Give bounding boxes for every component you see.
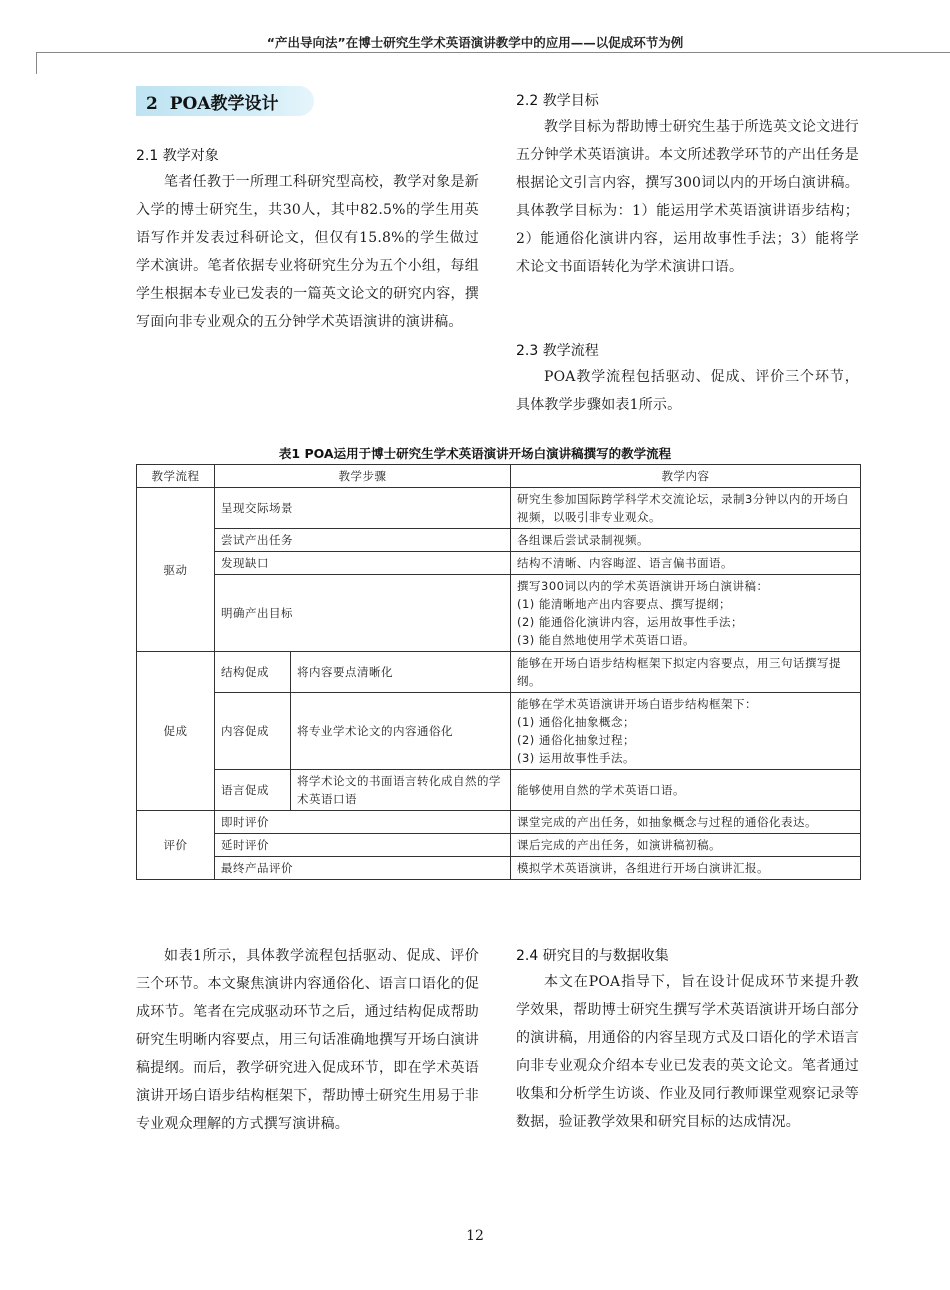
stage-evaluate: 评价 bbox=[137, 811, 215, 880]
content-cell: 课后完成的产出任务，如演讲稿初稿。 bbox=[511, 834, 861, 857]
content-line: (3) 能自然地使用学术英语口语。 bbox=[517, 633, 695, 647]
table-row bbox=[137, 693, 861, 770]
detail-cell: 将学术论文的书面语言转化成自然的学术英语口语 bbox=[291, 770, 511, 811]
content-cell: 模拟学术英语演讲，各组进行开场白演讲汇报。 bbox=[511, 857, 861, 880]
content-line: (3) 运用故事性手法。 bbox=[517, 751, 635, 765]
table-row bbox=[137, 575, 861, 652]
subsection-2-3-heading: 2.3 教学流程 bbox=[516, 343, 599, 359]
content-cell: 研究生参加国际跨学科学术交流论坛，录制3分钟以内的开场白视频，以吸引非专业观众。 bbox=[511, 488, 861, 529]
section-banner bbox=[136, 86, 314, 116]
content-line: 撰写300词以内的学术英语演讲开场白演讲稿： bbox=[517, 579, 769, 593]
subsection-2-4-heading: 2.4 研究目的与数据收集 bbox=[516, 948, 669, 964]
step-cell: 内容促成 bbox=[215, 693, 291, 770]
section-title-text: POA教学设计 bbox=[169, 94, 279, 114]
table-row bbox=[137, 770, 861, 811]
content-cell bbox=[511, 575, 861, 652]
content-line: (2) 通俗化抽象过程； bbox=[517, 733, 635, 747]
content-cell: 结构不清晰、内容晦涩、语言偏书面语。 bbox=[511, 552, 861, 575]
subsection-2-1-heading: 2.1 教学对象 bbox=[136, 148, 219, 164]
step-cell: 发现缺口 bbox=[215, 552, 511, 575]
step-cell: 延时评价 bbox=[215, 834, 511, 857]
header-step: 教学步骤 bbox=[215, 465, 511, 488]
detail-cell: 将专业学术论文的内容通俗化 bbox=[291, 693, 511, 770]
step-cell: 尝试产出任务 bbox=[215, 529, 511, 552]
paragraph-after-table: 如表1所示，具体教学流程包括驱动、促成、评价三个环节。本文聚焦演讲内容通俗化、语言口语化的促成环节。笔者在完成驱动环节之后，通过结构促成帮助研究生明晰内容要点，用三句话准确地撰写开场白演讲稿提纲。而后，教学研究进入促成环节，即在学术英语演讲开场白语步结构框架下，帮助博士研究生用易于非专业观众理解的方式撰写演讲稿。 bbox=[136, 948, 479, 1132]
step-cell: 呈现交际场景 bbox=[215, 488, 511, 529]
content-line: (2) 能通俗化演讲内容，运用故事性手法； bbox=[517, 615, 743, 629]
running-head: “产出导向法”在博士研究生学术英语演讲教学中的应用——以促成环节为例 bbox=[266, 35, 684, 50]
table-row bbox=[137, 488, 861, 529]
table-row bbox=[137, 529, 861, 552]
subsection-2-1-text: 笔者任教于一所理工科研究型高校，教学对象是新入学的博士研究生，共30人，其中82.5%的学生用英语写作并发表过科研论文，但仅有15.8%的学生做过学术演讲。笔者依据专业将研究生分为五个小组，每组学生根据本专业已发表的一篇英文论文的研究内容，撰写面向非专业观众的五分钟学术英语演讲的演讲稿。 bbox=[136, 174, 479, 330]
content-cell: 各组课后尝试录制视频。 bbox=[511, 529, 861, 552]
header-rule bbox=[36, 52, 950, 53]
table-row bbox=[137, 834, 861, 857]
subsection-2-2-text: 教学目标为帮助博士研究生基于所选英文论文进行五分钟学术英语演讲。本文所述教学环节的产出任务是根据论文引言内容，撰写300词以内的开场白演讲稿。具体教学目标为：1）能运用学术英语演讲语步结构；2）能通俗化演讲内容，运用故事性手法；3）能将学术论文书面语转化为学术演讲口语。 bbox=[516, 119, 859, 275]
section-title bbox=[146, 89, 278, 114]
content-line: (1) 能清晰地产出内容要点、撰写提纲； bbox=[517, 597, 731, 611]
subsection-2-4-text: 本文在POA指导下，旨在设计促成环节来提升教学效果，帮助博士研究生撰写学术英语演讲开场白部分的演讲稿，用通俗的内容呈现方式及口语化的学术语言向非专业观众介绍本专业已发表的英文论文。笔者通过收集和分析学生访谈、作业及同行教师课堂观察记录等数据，验证教学效果和研究目标的达成情况。 bbox=[516, 974, 859, 1130]
teaching-flow-table bbox=[136, 464, 861, 880]
table-caption: 表1 POA运用于博士研究生学术英语演讲开场白演讲稿撰写的教学流程 bbox=[278, 446, 672, 461]
step-cell: 最终产品评价 bbox=[215, 857, 511, 880]
content-line: 能够在学术英语演讲开场白语步结构框架下： bbox=[517, 697, 757, 711]
content-cell: 课堂完成的产出任务，如抽象概念与过程的通俗化表达。 bbox=[511, 811, 861, 834]
content-cell: 能够在开场白语步结构框架下拟定内容要点，用三句话撰写提纲。 bbox=[511, 652, 861, 693]
step-cell: 明确产出目标 bbox=[215, 575, 511, 652]
page-number: 12 bbox=[466, 1228, 484, 1244]
table-row bbox=[137, 857, 861, 880]
stage-facilitate: 促成 bbox=[137, 652, 215, 811]
subsection-2-2-heading: 2.2 教学目标 bbox=[516, 93, 599, 109]
header-stage: 教学流程 bbox=[137, 465, 215, 488]
header-content: 教学内容 bbox=[511, 465, 861, 488]
table-row bbox=[137, 811, 861, 834]
stage-drive: 驱动 bbox=[137, 488, 215, 652]
step-cell: 语言促成 bbox=[215, 770, 291, 811]
header-margin-tick bbox=[36, 52, 37, 74]
detail-cell: 将内容要点清晰化 bbox=[291, 652, 511, 693]
content-cell: 能够使用自然的学术英语口语。 bbox=[511, 770, 861, 811]
table-row bbox=[137, 652, 861, 693]
content-cell bbox=[511, 693, 861, 770]
table-header-row bbox=[137, 465, 861, 488]
table-row bbox=[137, 552, 861, 575]
subsection-2-3-text: POA教学流程包括驱动、促成、评价三个环节，具体教学步骤如表1所示。 bbox=[516, 369, 859, 413]
step-cell: 结构促成 bbox=[215, 652, 291, 693]
section-number: 2 bbox=[146, 94, 158, 114]
content-line: (1) 通俗化抽象概念； bbox=[517, 715, 635, 729]
step-cell: 即时评价 bbox=[215, 811, 511, 834]
